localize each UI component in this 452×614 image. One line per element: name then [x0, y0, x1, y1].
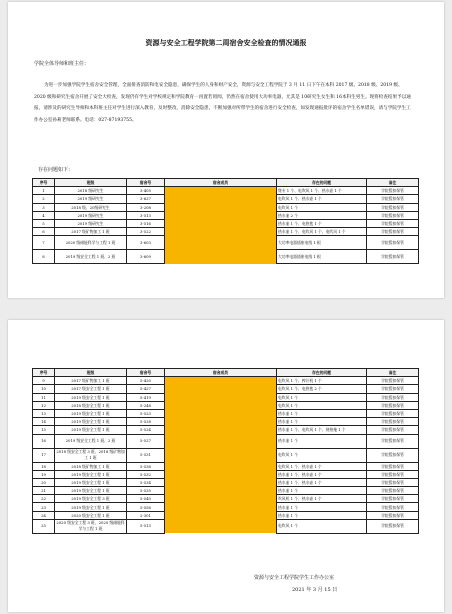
table-header-row — [33, 179, 419, 187]
cell-class: 2020 级安全工程 3 班、2020 级储能科学与工程 1 班 — [56, 520, 125, 532]
cell-number: 6 — [33, 228, 55, 236]
cell-note: 学院暂扣保管 — [367, 195, 419, 203]
cell-members-redacted — [165, 434, 277, 448]
cell-number: 11 — [33, 393, 55, 401]
table-row — [33, 462, 419, 470]
column-header: 序号 — [33, 369, 55, 377]
cell-issue: 煲专 1 个、电吹风 1 个、热水壶 1 个 — [277, 187, 367, 195]
cell-room: 2-301 — [127, 511, 165, 519]
cell-issue: 热水壶 1 个、电吹风 1 个、规格拖 1 个 — [277, 426, 367, 434]
table-row — [33, 385, 419, 393]
cell-class: 2019 级安全工程 1 班 — [55, 487, 127, 495]
cell-note: 学院暂扣保管 — [367, 377, 419, 385]
table-row — [33, 377, 419, 385]
cell-issue: 电吹风 1 个 — [277, 203, 367, 211]
cell-members-redacted — [165, 385, 277, 393]
cell-number: 1 — [33, 187, 55, 195]
cell-room: 5-523 — [127, 409, 165, 417]
cell-room: 5-528 — [127, 418, 165, 426]
table-row — [33, 250, 419, 264]
cell-issue: 热水壶 1 个、电热毯 1 个 — [277, 219, 367, 227]
cell-issue: 大功率电器插座电线 1 根 — [277, 236, 367, 250]
column-header: 备注 — [367, 179, 419, 187]
cell-class: 2020 级安全工程 1 班 — [55, 511, 127, 519]
cell-room: 5-540 — [127, 495, 165, 503]
cell-members-redacted — [165, 511, 277, 519]
cell-room: 5-419 — [127, 393, 165, 401]
cell-members-redacted — [165, 401, 277, 409]
cell-note: 学院暂扣保管 — [367, 487, 419, 495]
cell-class: 2017 级矿物加工 1 班 — [55, 377, 127, 385]
cell-class: 2018 级安全工程 3 班、2018 级矿物加工 1 班 — [56, 449, 125, 460]
cell-issue: 热水壶 1 个、电吹风 1 个、电吹风 1 个 — [277, 228, 367, 236]
cell-number: 7 — [33, 236, 55, 250]
cell-class: 2017 级安全工程 1 班 — [55, 385, 127, 393]
signature-date: 2021 年 3 月 15 日 — [292, 587, 338, 593]
cell-members-redacted — [165, 393, 277, 401]
cell-note: 学院暂扣保管 — [367, 203, 419, 211]
cell-number: 13 — [33, 409, 55, 417]
cell-note: 学院暂扣保管 — [367, 434, 419, 448]
cell-class: 2018 级研究生 — [55, 187, 127, 195]
cell-class: 2019 级安全工程 1 班 — [55, 426, 127, 434]
table-row — [33, 195, 419, 203]
cell-members-redacted — [165, 203, 277, 211]
cell-members-redacted — [165, 409, 277, 417]
cell-issue: 电吹风 1 个、榨汁机 1 个 — [277, 377, 367, 385]
cell-number: 19 — [33, 470, 55, 478]
cell-number: 4 — [33, 211, 55, 219]
cell-room: 5-556 — [127, 503, 165, 511]
cell-class: 2019 级研究生 — [55, 219, 127, 227]
cell-number: 2 — [33, 195, 55, 203]
column-header: 存在的问题 — [277, 369, 367, 377]
table-row — [33, 219, 419, 227]
cell-note: 学院暂扣保管 — [367, 511, 419, 519]
cell-note: 学院暂扣保管 — [367, 385, 419, 393]
cell-members-redacted — [165, 211, 277, 219]
column-header: 宿舍成员 — [165, 369, 277, 377]
document-page-2 — [8, 320, 444, 612]
cell-issue: 热水壶 1 个、热水壶 1 个 — [277, 478, 367, 486]
column-header: 班级 — [55, 179, 127, 187]
cell-issue: 热水壶 2 个 — [277, 211, 367, 219]
cell-issue: 电吹风 1 个 — [277, 401, 367, 409]
cell-note: 学院暂扣保管 — [367, 503, 419, 511]
column-header: 存在的问题 — [277, 179, 367, 187]
column-header: 班级 — [55, 369, 127, 377]
salutation: 学院全体导师和班主任： — [34, 61, 90, 67]
table-row — [33, 511, 419, 519]
cell-note: 学院暂扣保管 — [367, 228, 419, 236]
cell-room: 3-609 — [127, 250, 165, 264]
table-row — [33, 203, 419, 211]
cell-class: 2018 级安全工程 1 班 — [55, 401, 127, 409]
cell-number: 22 — [33, 495, 55, 503]
cell-note: 学院暂扣保管 — [367, 462, 419, 470]
cell-issue: 热水壶 1 个 — [277, 511, 367, 519]
cell-room: 5-535 — [127, 487, 165, 495]
cell-members-redacted — [165, 195, 277, 203]
cell-note: 学院暂扣保管 — [367, 426, 419, 434]
cell-room: 3-405 — [127, 187, 165, 195]
cell-members-redacted — [165, 448, 277, 462]
table-row — [33, 401, 419, 409]
cell-issue: 电吹风 1 个 — [277, 448, 367, 462]
cell-note: 学院暂扣保管 — [367, 418, 419, 426]
cell-issue: 热水壶 1 个、热水壶 1 个 — [277, 470, 367, 478]
cell-room: 3-513 — [127, 211, 165, 219]
cell-number: 5 — [33, 219, 55, 227]
cell-class: 2018 级、20级研究生 — [55, 203, 127, 211]
cell-note: 学院暂扣保管 — [367, 470, 419, 478]
cell-issue: 吹风机 1 个、热水壶 1 个 — [277, 495, 367, 503]
cell-issue: 热水壶 1 个 — [277, 503, 367, 511]
document-page-1 — [8, 2, 444, 298]
cell-issue: 电吹风 1 个 — [277, 393, 367, 401]
table-row — [33, 495, 419, 503]
cell-issue: 电吹风 1 个、电热毯 2 个 — [277, 385, 367, 393]
cell-note: 学院暂扣保管 — [367, 519, 419, 533]
cell-number: 17 — [33, 448, 55, 462]
cell-issue: 电吹风 1 个 — [277, 519, 367, 533]
table-row — [33, 470, 419, 478]
cell-number: 21 — [33, 487, 55, 495]
cell-number: 16 — [33, 434, 55, 448]
inspection-table-page-1 — [32, 178, 419, 264]
table-row — [33, 426, 419, 434]
cell-class: 2019 级安全工程 1 班、2 班 — [55, 434, 127, 448]
cell-members-redacted — [165, 236, 277, 250]
cell-class: 2019 级研究生 — [55, 195, 127, 203]
table-row — [33, 478, 419, 486]
cell-number: 23 — [33, 503, 55, 511]
cell-note: 学院暂扣保管 — [367, 187, 419, 195]
cell-issue: 电吹风 1 个、热水壶 1 个 — [277, 462, 367, 470]
table-row — [33, 487, 419, 495]
cell-members-redacted — [165, 187, 277, 195]
cell-issue: 热水壶 1 个 — [277, 409, 367, 417]
table-row — [33, 409, 419, 417]
cell-room: 3-516 — [127, 219, 165, 227]
table-row — [33, 418, 419, 426]
cell-class: 2019 级安全工程 1 班、2 班 — [55, 250, 127, 264]
notice-body: 为进一步加强学院学生宿舍安全管理，全面排查消防和电安全隐患，确保学生的人身和财产安全，资源与安全工程学院于 3 月 11 日下午在本科 2017 级、2018 级、2019 级、2020 级和研究生宿舍开展了安全大检查，发现仍有学生对学校规定和学院教育一再置若罔闻，仍然在宿舍使用大功率电器，尤其是 10研究生女生和 16本科生男生。现将检查结果予以通报，请涉及的研究生导师和本科班主任对学生进行深入教育，及时整改，消除安全隐患，不断加强对所带学生的宿舍进行安全检查，如发现通报批评的宿舍学生名单错误，请与学院学生工作办公室孙莉老师联系。电话：027-87193755。 — [34, 83, 411, 123]
cell-number: 3 — [33, 203, 55, 211]
cell-note: 学院暂扣保管 — [367, 495, 419, 503]
cell-class: 2017 级矿物加工 1 班 — [55, 228, 127, 236]
cell-members-redacted — [165, 495, 277, 503]
cell-members-redacted — [165, 487, 277, 495]
cell-number: 15 — [33, 426, 55, 434]
table-row — [33, 228, 419, 236]
cell-members-redacted — [165, 228, 277, 236]
cell-note: 学院暂扣保管 — [367, 250, 419, 264]
cell-class: 2019 级安全工程 1 班 — [55, 393, 127, 401]
cell-note: 学院暂扣保管 — [367, 236, 419, 250]
cell-room: 5-536 — [127, 462, 165, 470]
table-row — [33, 434, 419, 448]
cell-class: 2019 级安全工程 1 班 — [55, 409, 127, 417]
column-header: 宿舍号 — [127, 179, 165, 187]
table-row — [33, 187, 419, 195]
table-row — [33, 519, 419, 533]
table-header-row — [33, 369, 419, 377]
cell-room: 5-248 — [127, 401, 165, 409]
cell-room: 5-420 — [127, 377, 165, 385]
cell-members-redacted — [165, 250, 277, 264]
cell-room: 3-208 — [127, 203, 165, 211]
cell-note: 学院暂扣保管 — [367, 448, 419, 462]
cell-members-redacted — [165, 377, 277, 385]
cell-room: 3-603 — [127, 236, 165, 250]
cell-class: 2019 级研究生 — [55, 211, 127, 219]
cell-room: 5-513 — [127, 519, 165, 533]
table-row — [33, 393, 419, 401]
cell-class: 2019 级安全工程 1 班 — [55, 503, 127, 511]
table-row — [33, 503, 419, 511]
table-row — [33, 236, 419, 250]
table-row — [33, 211, 419, 219]
cell-members-redacted — [165, 478, 277, 486]
cell-members-redacted — [165, 219, 277, 227]
cell-number: 14 — [33, 418, 55, 426]
cell-number: 20 — [33, 478, 55, 486]
cell-note: 学院暂扣保管 — [367, 478, 419, 486]
cell-room: 5-532 — [127, 470, 165, 478]
cell-note: 学院暂扣保管 — [367, 393, 419, 401]
cell-members-redacted — [165, 503, 277, 511]
cell-number: 12 — [33, 401, 55, 409]
cell-members-redacted — [165, 470, 277, 478]
cell-class: 2019 级安全工程 1 班 — [55, 470, 127, 478]
cell-room: 5-524 — [127, 426, 165, 434]
table-row — [33, 448, 419, 462]
cell-room: 3-627 — [127, 195, 165, 203]
cell-class: 2018 级矿物加工 1 班 — [55, 462, 127, 470]
cell-members-redacted — [165, 462, 277, 470]
cell-number: 8 — [33, 250, 55, 264]
cell-issue: 热水壶 1 个 — [277, 487, 367, 495]
cell-room: 3-522 — [127, 228, 165, 236]
cell-room: 5-531 — [127, 448, 165, 462]
cell-note: 学院暂扣保管 — [367, 401, 419, 409]
cell-number: 24 — [33, 511, 55, 519]
column-header: 序号 — [33, 179, 55, 187]
cell-class: 2019 级安全工程 1 班 — [55, 478, 127, 486]
cell-issue: 电吹风 1 个、热水壶 1 个 — [277, 195, 367, 203]
column-header: 备注 — [367, 369, 419, 377]
cell-number: 9 — [33, 377, 55, 385]
cell-note: 学院暂扣保管 — [367, 219, 419, 227]
cell-number: 10 — [33, 385, 55, 393]
cell-number: 18 — [33, 462, 55, 470]
issues-heading: 存在问题如下： — [38, 167, 74, 173]
cell-note: 学院暂扣保管 — [367, 211, 419, 219]
cell-members-redacted — [165, 426, 277, 434]
cell-class: 2019 级安全工程 3 班 — [55, 495, 127, 503]
cell-number: 25 — [33, 519, 55, 533]
cell-members-redacted — [165, 519, 277, 533]
cell-room: 5-527 — [127, 434, 165, 448]
cell-members-redacted — [165, 418, 277, 426]
cell-class: 2020 级储能科学与工程 1 班 — [55, 236, 127, 250]
cell-note: 学院暂扣保管 — [367, 409, 419, 417]
cell-class: 2019 级安全工程 1 班 — [55, 418, 127, 426]
column-header: 宿舍成员 — [165, 179, 277, 187]
cell-room: 5-427 — [127, 385, 165, 393]
cell-issue: 热水壶 1 个 — [277, 434, 367, 448]
notice-title: 资源与安全工程学院第二周宿舍安全检查的情况通报 — [145, 38, 307, 47]
cell-issue: 热水壶 1 个 — [277, 418, 367, 426]
inspection-table-page-2 — [32, 368, 419, 534]
signature-office: 资源与安全工程学院学生工作办公室 — [254, 575, 335, 581]
cell-room: 5-534 — [127, 478, 165, 486]
cell-issue: 大功率电器插座电线 1 根 — [277, 250, 367, 264]
column-header: 宿舍号 — [127, 369, 165, 377]
